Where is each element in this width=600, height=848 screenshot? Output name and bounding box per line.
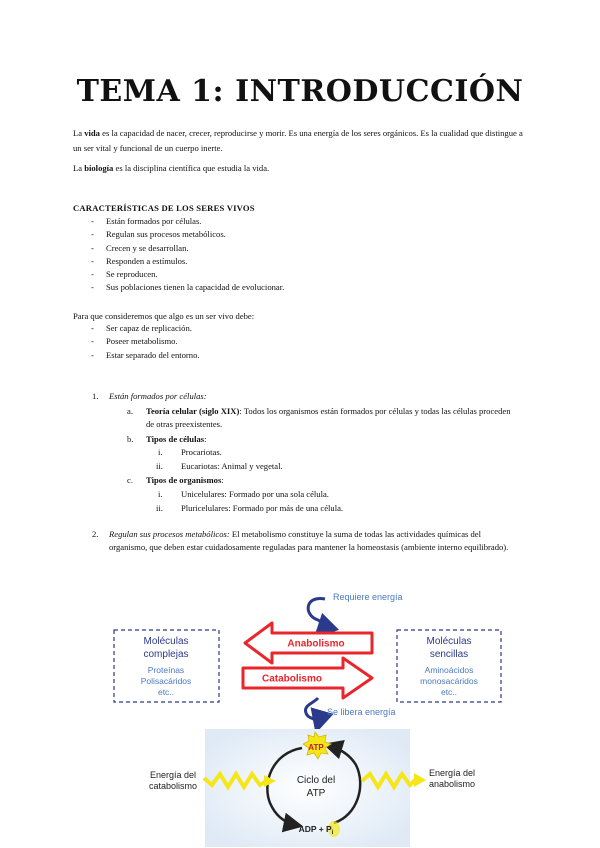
- point1-b-label: b.: [127, 434, 134, 444]
- catabolism-label: Catabolismo: [261, 673, 323, 685]
- energy-anabolism-label1: Energía del: [428, 768, 476, 778]
- point1-number: 1.: [92, 391, 99, 401]
- complex-molecules-sub3: etc..: [157, 687, 175, 697]
- complex-molecules-title2: complejas: [143, 649, 189, 660]
- complex-molecules-sub2: Polisacáridos: [140, 676, 192, 686]
- complex-molecules-sub1: Proteínas: [147, 665, 185, 675]
- intro-paragraph-biology: La biología es la disciplina científica que estudia la vida.: [73, 163, 270, 173]
- point1-b-heading: Tipos de células:: [146, 434, 207, 444]
- list-item: - Sus poblaciones tienen la capacidad de evolucionar.: [73, 281, 284, 294]
- list-item: - Poseer metabolismo.: [73, 335, 200, 348]
- conditions-list: [73, 322, 200, 362]
- point1-c-ii-text: Pluricelulares: Formado por más de una célula.: [181, 503, 344, 513]
- simple-molecules-title2: sencillas: [429, 649, 469, 660]
- releases-energy-curl-arrow: [305, 698, 318, 725]
- point1-c-i-label: i.: [158, 489, 163, 499]
- list-item: - Crecen y se desarrollan.: [73, 242, 284, 255]
- simple-molecules-title1: Moléculas: [426, 636, 472, 647]
- cycle-title1: Ciclo del: [296, 775, 336, 786]
- point1-b-i-label: i.: [158, 447, 163, 457]
- page-title: TEMA 1: INTRODUCCIÓN: [76, 74, 524, 109]
- requires-energy-curl-arrow: [308, 598, 325, 632]
- simple-molecules-sub1: Aminoácidos: [424, 665, 474, 675]
- energy-catabolism-label2: catabolismo: [148, 781, 198, 791]
- point1-c-heading: Tipos de organismos:: [146, 475, 224, 485]
- energy-anabolism-label2: anabolismo: [428, 779, 476, 789]
- energy-catabolism-label1: Energía del: [149, 770, 197, 780]
- releases-energy-label: Se libera energía: [327, 707, 396, 717]
- anabolism-label: Anabolismo: [287, 638, 345, 650]
- anabolism-energy-bolt-head-icon: [414, 773, 426, 787]
- list-item: - Estar separado del entorno.: [73, 349, 200, 362]
- section-heading-characteristics: CARACTERÍSTICAS DE LOS SERES VIVOS: [73, 203, 255, 213]
- metabolism-diagram: [0, 585, 600, 848]
- cycle-title2: ATP: [306, 788, 326, 799]
- list-item: - Se reproducen.: [73, 268, 284, 281]
- intro-paragraph-life: La vida es la capacidad de nacer, crecer, reproducirse y morir. Es una energía de los seres orgánicos. Es la cualidad que distingue a un ser vital y funcional de un cuerpo inerte.: [73, 128, 523, 153]
- point1-a-text: Teoría celular (siglo XIX): Todos los organismos están formados por células y todas las células proceden de otras preexistentes.: [146, 406, 511, 430]
- requires-energy-label: Requiere energía: [333, 592, 403, 602]
- point1-a-label: a.: [127, 406, 133, 416]
- point1-title: Están formados por células:: [109, 391, 207, 401]
- characteristics-list: [73, 215, 284, 295]
- point1-b-ii-text: Eucariotas: Animal y vegetal.: [181, 461, 283, 471]
- simple-molecules-sub3: etc..: [440, 687, 458, 697]
- simple-molecules-sub2: monosacáridos: [420, 676, 478, 686]
- list-item: - Responden a estímulos.: [73, 255, 284, 268]
- point1-b-ii-label: ii.: [156, 461, 163, 471]
- list-item: - Regulan sus procesos metabólicos.: [73, 228, 284, 241]
- list-item: - Ser capaz de replicación.: [73, 322, 200, 335]
- point1-c-ii-label: ii.: [156, 503, 163, 513]
- complex-molecules-title1: Moléculas: [143, 636, 189, 647]
- point2-number: 2.: [92, 529, 99, 539]
- adp-label: ADP + $P_i$: [298, 824, 334, 836]
- conditions-intro: Para que consideremos que algo es un ser vivo debe:: [73, 311, 255, 321]
- point2-text: Regulan sus procesos metabólicos: El metabolismo constituye la suma de todas las actividades químicas del organismo, que deben estar cuidadosamente reguladas para mantener la homeostasis (ambiente interno equilibrado).: [109, 529, 509, 553]
- point1-c-i-text: Unicelulares: Formado por una sola célula.: [181, 489, 329, 499]
- point1-b-i-text: Procariotas.: [181, 447, 222, 457]
- list-item: - Están formados por células.: [73, 215, 284, 228]
- atp-label: ATP: [308, 743, 324, 753]
- point1-c-label: c.: [127, 475, 133, 485]
